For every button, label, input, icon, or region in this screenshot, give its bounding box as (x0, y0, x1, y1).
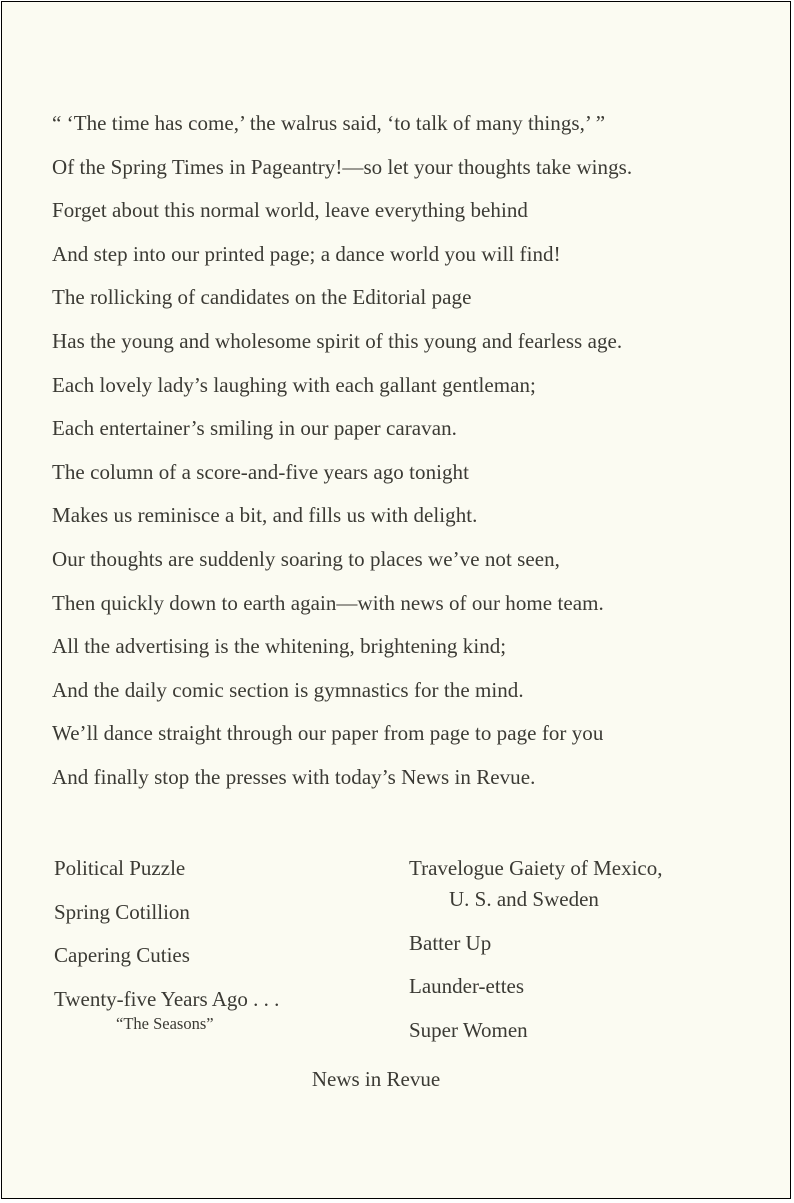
program-item-travelogue-continuation: U. S. and Sweden (449, 887, 599, 911)
poem (52, 102, 742, 800)
program-item-twenty-five-years-ago: Twenty-five Years Ago . . . (54, 986, 280, 1011)
poem-line: We’ll dance straight through our paper from page to page for you (52, 721, 604, 746)
program-item-super-women: Super Women (409, 1017, 528, 1042)
poem-line: And the daily comic section is gymnastics for the mind. (52, 677, 524, 702)
program-item-travelogue-title: Travelogue Gaiety of Mexico, (409, 856, 663, 880)
poem-line: And finally stop the presses with today’s News in Revue. (52, 764, 536, 789)
program-item-travelogue (409, 857, 749, 910)
poem-line: Of the Spring Times in Pageantry!—so let your thoughts take wings. (52, 154, 633, 179)
poem-line: Our thoughts are suddenly soaring to places we’ve not seen, (52, 546, 560, 571)
poem-line: All the advertising is the whitening, brightening kind; (52, 634, 507, 659)
poem-line: Has the young and wholesome spirit of this young and fearless age. (52, 328, 623, 353)
poem-line: And step into our printed page; a dance world you will find! (52, 241, 561, 266)
program-item-capering-cuties: Capering Cuties (54, 943, 190, 967)
poem-line: Makes us reminisce a bit, and fills us with delight. (52, 503, 478, 528)
poem-line: Each lovely lady’s laughing with each gallant gentleman; (52, 372, 536, 397)
poem-line: Each entertainer’s smiling in our paper caravan. (52, 416, 457, 441)
program-finale-label: News in Revue (311, 1067, 441, 1091)
program-finale (2, 1067, 790, 1092)
program-list-right (409, 857, 749, 1062)
program-item-spring-cotillion: Spring Cotillion (54, 899, 190, 924)
program-page (1, 1, 791, 1199)
program-item-batter-up: Batter Up (409, 930, 492, 955)
poem-line: Forget about this normal world, leave everything behind (52, 198, 528, 223)
poem-line: The column of a score-and-five years ago tonight (52, 459, 469, 484)
program-item-launder-ettes: Launder-ettes (409, 974, 525, 998)
program-item-note-the-seasons: “The Seasons” (116, 1014, 214, 1033)
poem-line: The rollicking of candidates on the Editorial page (52, 285, 472, 310)
program-list-left (54, 857, 374, 1034)
poem-line: Then quickly down to earth again—with news of our home team. (52, 590, 604, 615)
poem-line: “ ‘The time has come,’ the walrus said, ‘to talk of many things,’ ” (52, 111, 606, 135)
program-item-political-puzzle: Political Puzzle (54, 856, 186, 880)
